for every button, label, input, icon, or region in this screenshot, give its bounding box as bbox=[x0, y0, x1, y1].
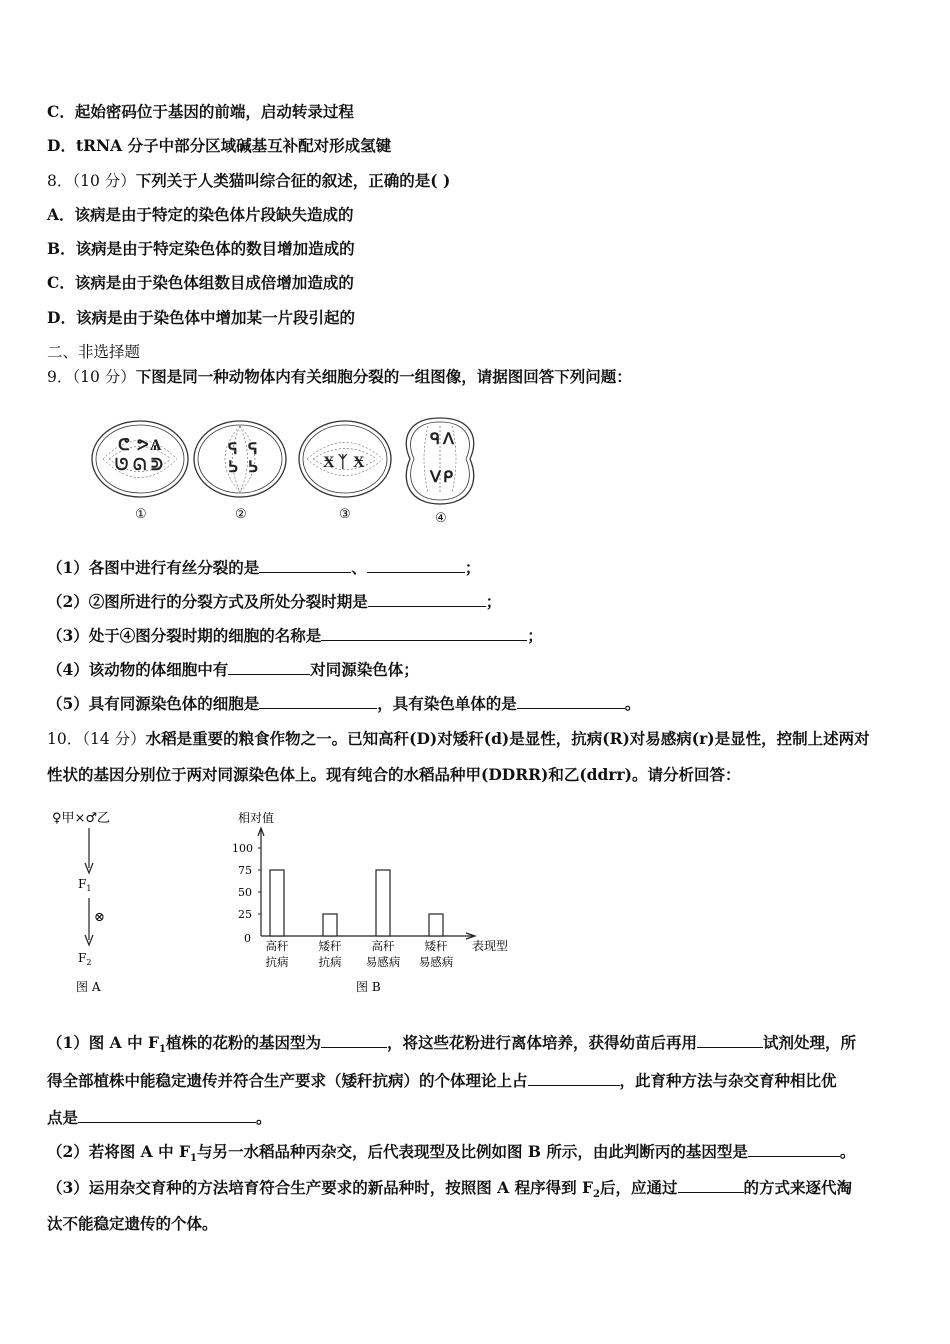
q9-number: 9． bbox=[47, 368, 73, 386]
q9-sub5-mid: ，具有染色单体的是 bbox=[377, 694, 517, 713]
figure-a-self-symbol: ⊗ bbox=[94, 910, 105, 925]
cell-label-4: ④ bbox=[435, 511, 447, 526]
q10-sub3-text-a: （3）运用杂交育种的方法培育符合生产要求的新品种时，按照图 A 程序得到 F bbox=[47, 1178, 594, 1197]
q9-sub2-text: （2）②图所进行的分裂方式及所处分裂时期是 bbox=[47, 592, 368, 611]
figure-a-caption: 图 A bbox=[76, 980, 101, 994]
q10-sub3-text-b: 后，应通过 bbox=[599, 1178, 678, 1197]
q9-sub2 bbox=[47, 592, 501, 612]
chart-category-label: 易感病 bbox=[418, 955, 454, 969]
answer-blank[interactable] bbox=[321, 626, 527, 641]
chart-ytick-label: 50 bbox=[238, 886, 252, 899]
q10-sub2-text-b: 与另一水稻品种丙杂交，后代表现型及比例如图 B 所示，由此判断丙的基因型是 bbox=[196, 1142, 748, 1161]
section-heading: 二、非选择题 bbox=[47, 343, 141, 361]
q10-sub1-line3 bbox=[47, 1108, 272, 1128]
svg-text:ᕋ: ᕋ bbox=[248, 439, 258, 458]
svg-text:ᕊ: ᕊ bbox=[228, 457, 238, 476]
q10-sub1-text-h: 。 bbox=[256, 1108, 272, 1127]
chart-ytick-label: 0 bbox=[244, 932, 251, 945]
chart-category-label: 抗病 bbox=[318, 955, 342, 969]
answer-blank[interactable] bbox=[528, 1071, 620, 1086]
chart-category-label: 抗病 bbox=[265, 955, 289, 969]
q8-stem-line bbox=[47, 171, 450, 191]
svg-text:ᘎ: ᘎ bbox=[115, 455, 129, 474]
q10-sub1-text-e: 得全部植株中能稳定遗传并符合生产要求（矮秆抗病）的个体理论上占 bbox=[47, 1071, 528, 1090]
cell-label-1: ① bbox=[135, 507, 147, 522]
q8-option-b: B．该病是由于特定染色体的数目增加造成的 bbox=[47, 239, 355, 258]
q10-sub3-subscript: 2 bbox=[593, 1189, 600, 1201]
chart-bar bbox=[376, 870, 390, 936]
svg-text:ᕲ: ᕲ bbox=[151, 455, 163, 474]
answer-blank[interactable] bbox=[228, 660, 310, 675]
q10-number: 10． bbox=[47, 730, 83, 748]
q9-sub1-sep: 、 bbox=[351, 558, 367, 577]
q10-sub2 bbox=[47, 1142, 855, 1169]
svg-text:ᐱ: ᐱ bbox=[443, 429, 454, 448]
cell-division-figure bbox=[85, 412, 495, 530]
q10-sub3-text-c: 的方式来逐代淘 bbox=[743, 1178, 853, 1197]
q10-sub1-line2 bbox=[47, 1071, 837, 1091]
figure-b-bar-chart bbox=[228, 808, 528, 998]
chart-category-label: 易感病 bbox=[365, 955, 401, 969]
q10-sub1-line1 bbox=[47, 1033, 856, 1060]
q9-sub1 bbox=[47, 558, 480, 578]
q10-sub1-text-b: 植株的花粉的基因型为 bbox=[165, 1033, 321, 1052]
q7-option-d: D．tRNA 分子中部分区域碱基互补配对形成氢键 bbox=[47, 136, 392, 155]
q9-sub3-end: ； bbox=[527, 626, 543, 645]
q8-option-d: D．该病是由于染色体中增加某一片段引起的 bbox=[47, 308, 355, 327]
svg-text:ᕋ: ᕋ bbox=[228, 439, 238, 458]
q10-stem-1: 水稻是重要的粮食作物之一。已知高秆(D)对矮秆(d)是显性，抗病(R)对易感病(r)是显性，控制上述两对 bbox=[145, 729, 870, 748]
q10-score: （14 分） bbox=[82, 730, 146, 748]
q9-stem: 下图是同一种动物体内有关细胞分裂的一组图像，请据图回答下列问题： bbox=[135, 367, 632, 386]
figure-a-f2: $F_2$ bbox=[78, 951, 92, 967]
chart-title: 图 B bbox=[356, 980, 381, 994]
answer-blank[interactable] bbox=[517, 694, 625, 709]
chart-bar bbox=[429, 914, 443, 936]
svg-text:ᕗ: ᕗ bbox=[137, 435, 149, 454]
answer-blank[interactable] bbox=[748, 1142, 840, 1157]
q10-sub3-line1 bbox=[47, 1178, 852, 1205]
svg-text:Ӿ: Ӿ bbox=[353, 452, 365, 471]
chart-xlabel: 表现型 bbox=[472, 939, 509, 953]
chart-bar bbox=[323, 914, 337, 936]
q8-stem: 下列关于人类猫叫综合征的叙述，正确的是( ) bbox=[135, 171, 451, 190]
q9-sub3-text: （3）处于④图分裂时期的细胞的名称是 bbox=[47, 626, 322, 645]
q10-sub1-subscript: 1 bbox=[159, 1044, 166, 1056]
cell-label-2: ② bbox=[235, 507, 247, 522]
svg-text:Ѧ: Ѧ bbox=[150, 435, 162, 454]
q9-sub4-end: 对同源染色体； bbox=[310, 660, 419, 679]
svg-text:Ӿ: Ӿ bbox=[323, 452, 335, 471]
q8-option-c: C．该病是由于染色体组数目成倍增加造成的 bbox=[47, 273, 354, 292]
answer-blank[interactable] bbox=[697, 1033, 763, 1048]
q9-sub5 bbox=[47, 694, 640, 714]
svg-text:ᑭ: ᑭ bbox=[443, 467, 454, 486]
svg-text:ᕊ: ᕊ bbox=[248, 457, 258, 476]
answer-blank[interactable] bbox=[678, 1178, 744, 1193]
answer-blank[interactable] bbox=[78, 1108, 256, 1123]
q9-sub3 bbox=[47, 626, 543, 646]
q8-score: （10 分） bbox=[72, 172, 136, 190]
figure-a-breeding-scheme bbox=[52, 808, 172, 998]
q9-sub1-text: （1）各图中进行有丝分裂的是 bbox=[47, 558, 260, 577]
q9-score: （10 分） bbox=[72, 368, 136, 386]
q9-sub2-end: ； bbox=[485, 592, 502, 611]
answer-blank[interactable] bbox=[259, 558, 351, 573]
chart-category-label: 矮秆 bbox=[318, 939, 342, 953]
q9-sub5-end: 。 bbox=[624, 694, 641, 713]
q10-sub1-text-c: ，将这些花粉进行离体培养，获得幼苗后再用 bbox=[387, 1033, 698, 1052]
chart-category-label: 矮秆 bbox=[424, 939, 448, 953]
chart-ylabel: 相对值 bbox=[238, 811, 275, 825]
q10-sub1-text-g: 点是 bbox=[47, 1108, 79, 1127]
q10-sub2-text-a: （2）若将图 A 中 F bbox=[47, 1142, 191, 1161]
q9-sub4 bbox=[47, 660, 419, 680]
svg-text:ᛉ: ᛉ bbox=[338, 452, 348, 471]
q10-sub1-text-d: 试剂处理，所 bbox=[763, 1033, 857, 1052]
q10-stem-line2: 性状的基因分别位于两对同源染色体上。现有纯合的水稻品种甲(DDRR)和乙(ddrr)。请分析回答： bbox=[47, 765, 741, 784]
q8-number: 8． bbox=[47, 172, 73, 190]
chart-ytick-label: 100 bbox=[232, 842, 253, 855]
figure-a-f1: $F_1$ bbox=[78, 877, 92, 893]
svg-text:ᘏ: ᘏ bbox=[133, 455, 147, 474]
answer-blank[interactable] bbox=[367, 558, 465, 573]
q7-option-c: C．起始密码位于基因的前端，启动转录过程 bbox=[47, 102, 354, 121]
svg-text:ᑫ: ᑫ bbox=[430, 429, 441, 448]
answer-blank[interactable] bbox=[368, 592, 486, 607]
chart-bar bbox=[270, 870, 284, 936]
q9-sub4-text: （4）该动物的体细胞中有 bbox=[47, 660, 229, 679]
figure-a-cross: ♀甲×♂乙 bbox=[52, 811, 111, 826]
chart-ytick-label: 25 bbox=[238, 908, 252, 921]
q9-sub5-text: （5）具有同源染色体的细胞是 bbox=[47, 694, 260, 713]
cell-label-3: ③ bbox=[339, 507, 351, 522]
q10-sub1-text-a: （1）图 A 中 F bbox=[47, 1033, 160, 1052]
q10-sub2-end: 。 bbox=[839, 1142, 856, 1161]
chart-category-label: 高秆 bbox=[265, 939, 289, 953]
answer-blank[interactable] bbox=[259, 694, 377, 709]
svg-text:ᕦ: ᕦ bbox=[118, 435, 130, 454]
chart-ytick-label: 75 bbox=[238, 864, 252, 877]
q9-stem-line bbox=[47, 367, 632, 387]
q8-option-a: A．该病是由于特定的染色体片段缺失造成的 bbox=[47, 205, 354, 224]
q10-stem-line1 bbox=[47, 729, 870, 749]
q10-sub2-subscript: 1 bbox=[190, 1153, 197, 1165]
answer-blank[interactable] bbox=[321, 1033, 387, 1048]
chart-category-label: 高秆 bbox=[371, 939, 395, 953]
q9-sub1-end: ； bbox=[464, 558, 481, 577]
q10-sub3-line2: 汰不能稳定遗传的个体。 bbox=[47, 1214, 218, 1233]
q10-sub1-text-f: ，此育种方法与杂交育种相比优 bbox=[619, 1071, 837, 1090]
svg-text:ᐯ: ᐯ bbox=[430, 467, 441, 486]
cell-2 bbox=[194, 421, 286, 497]
